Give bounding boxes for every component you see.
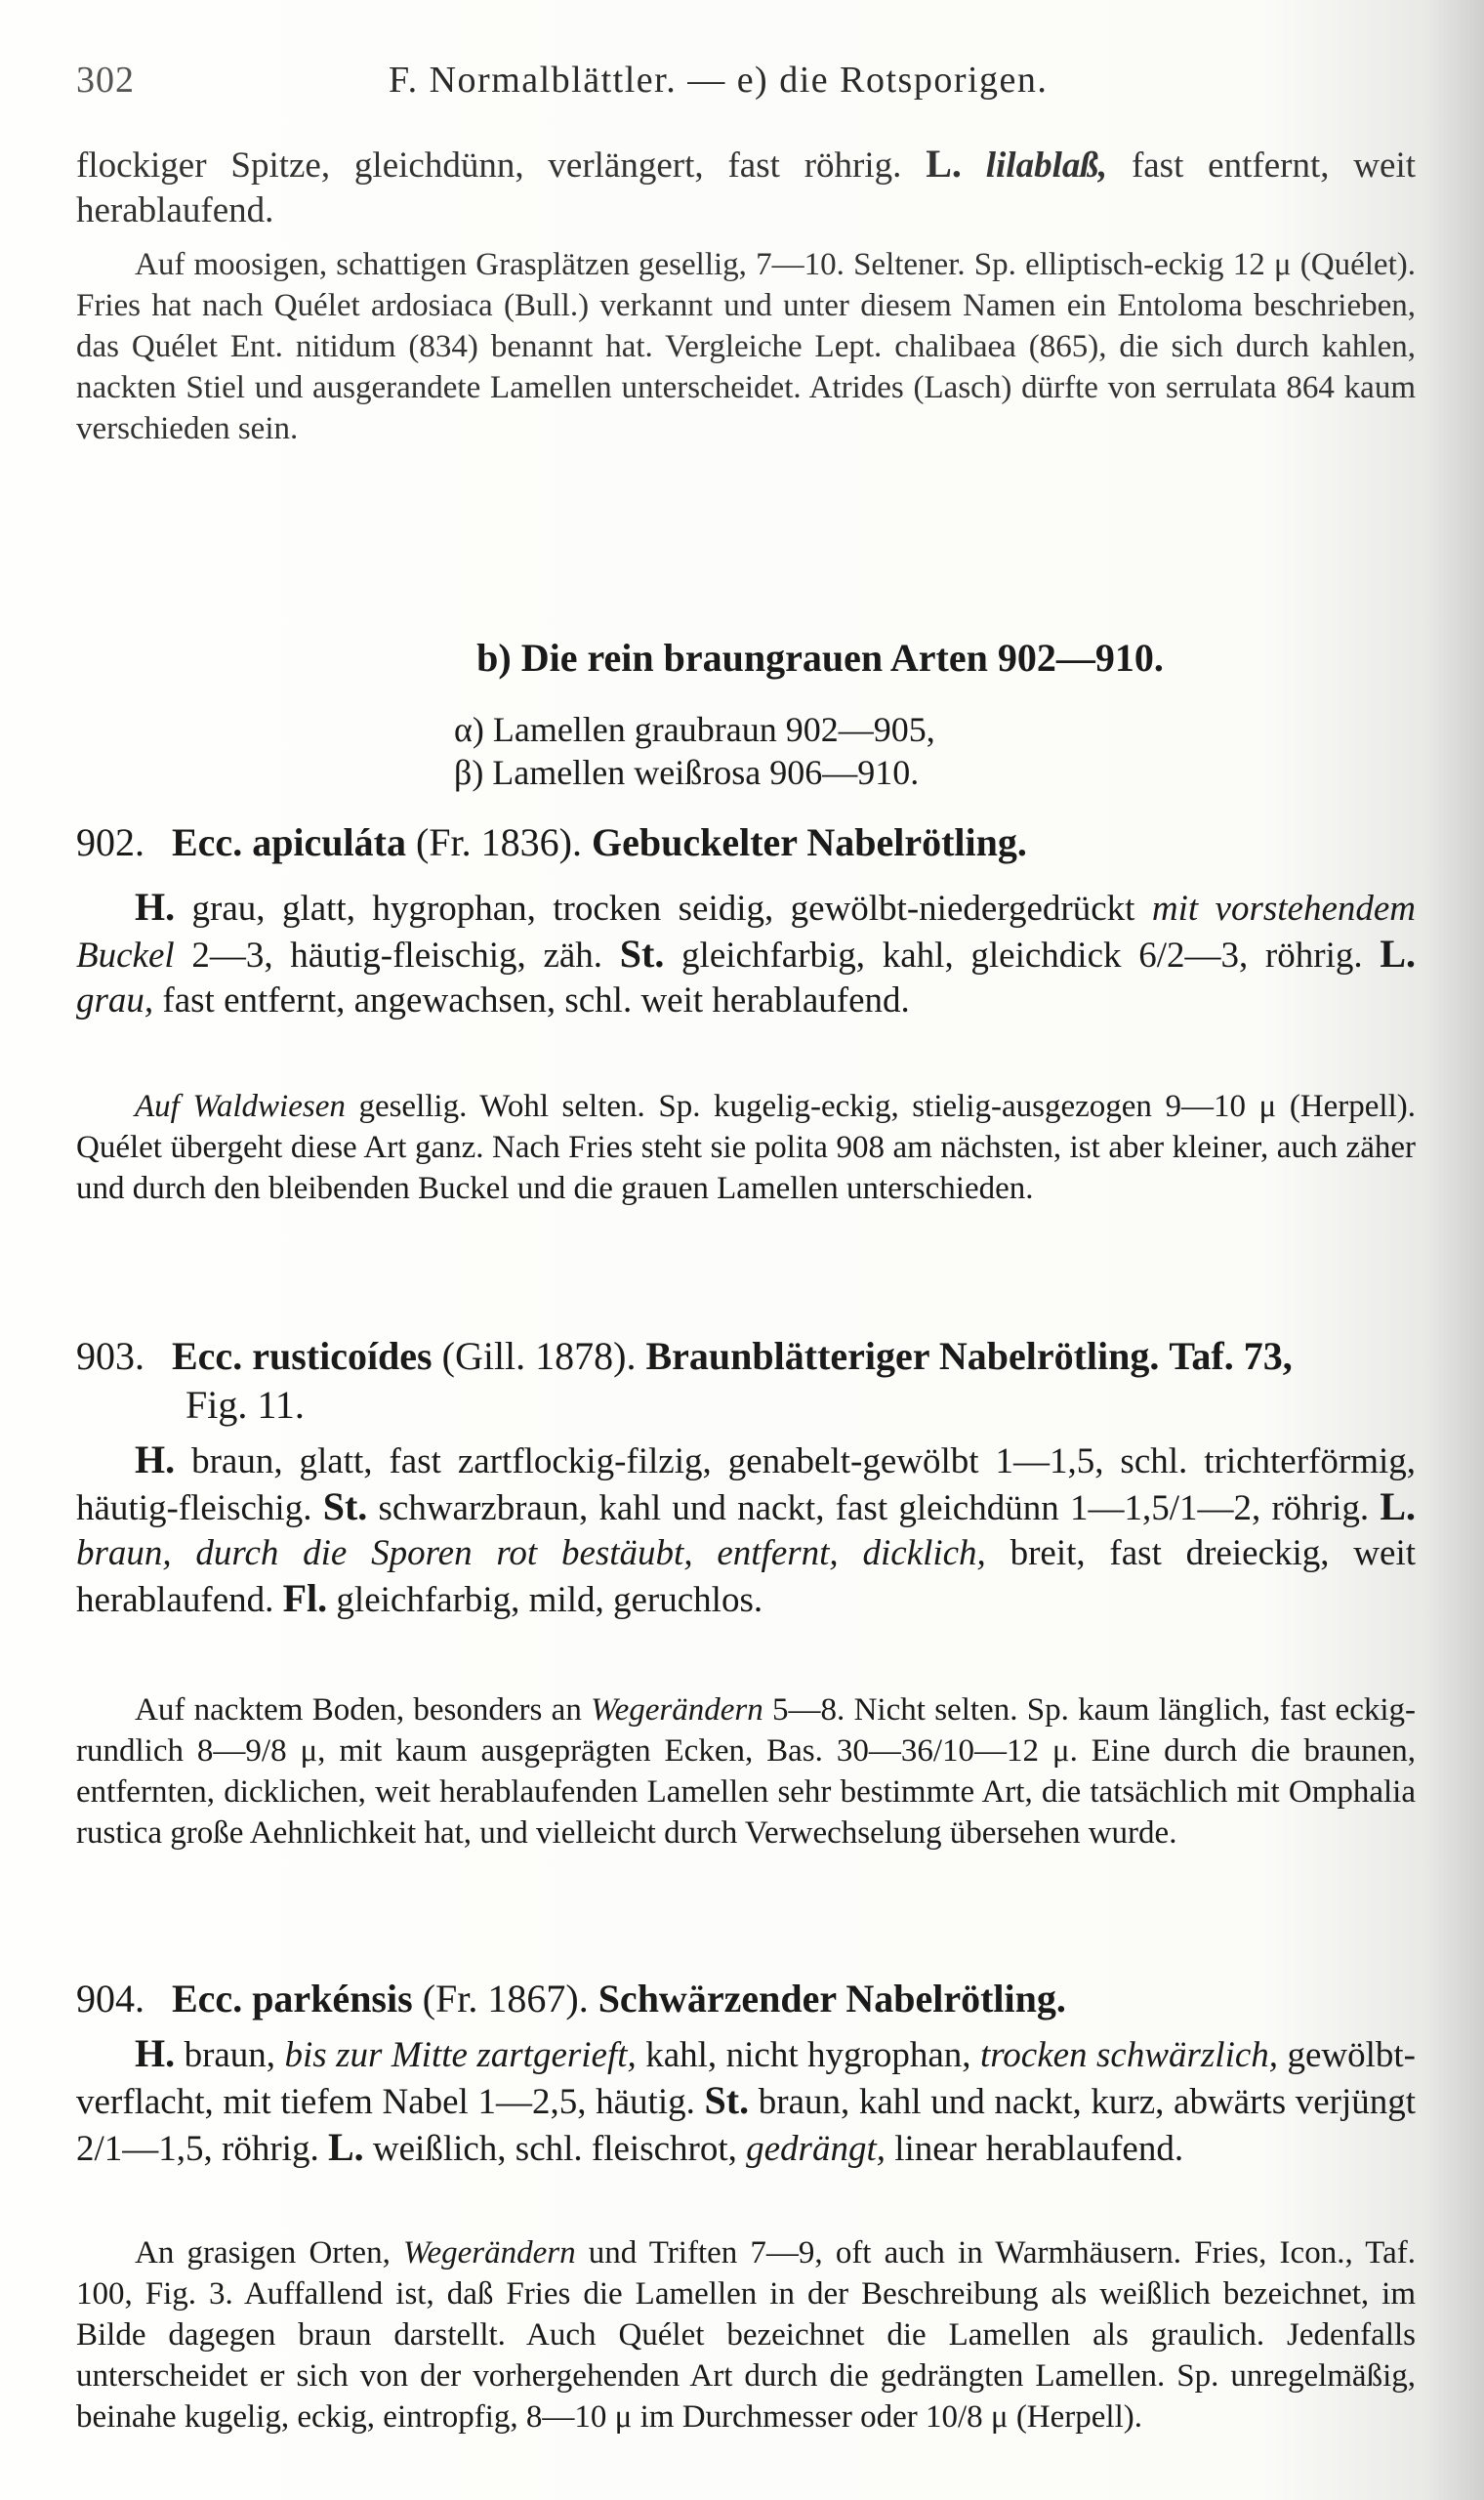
- previous-species-note: Auf moosigen, schattigen Grasplätzen gesellig, 7—10. Seltener. Sp. elliptisch-eckig 12 μ (Quélet). Fries hat nach Quélet ardosiaca (Bull.) verkannt und unter diesem Namen ein Entoloma beschrieben, das Quélet Ent. nitidum (834) benannt hat. Vergleiche Lept. chalibaea (865), die sich durch kahlen, nackten Stiel und ausgerandete Lamellen unterscheidet. Atrides (Lasch) dürfte von serrulata 864 kaum verschieden sein.: [76, 247, 1416, 446]
- species-description-902: H. grau, glatt, hygrophan, trocken seidig, gewölbt-niedergedrückt mit vorstehendem Buckel 2—3, häutig-fleischig, zäh. St. gleichfarbig, kahl, gleichdick 6/2—3, röhrig. L. grau, fast entfernt, angewachsen, schl. weit herablaufend.: [76, 885, 1417, 1021]
- figure-reference-903: Fig. 11.: [186, 1383, 305, 1427]
- species-heading-904: 904. Ecc. parkénsis (Fr. 1867). Schwärzender Nabelrötling.: [76, 1977, 1066, 2021]
- subsection-alpha: α) Lamellen graubraun 902—905,: [454, 710, 935, 749]
- subsection-beta: β) Lamellen weißrosa 906—910.: [454, 753, 920, 792]
- species-description-904: H. braun, bis zur Mitte zartgerieft, kahl, nicht hygrophan, trocken schwärzlich, gewölbt-verflacht, mit tiefem Nabel 1—2,5, häutig. St. braun, kahl und nackt, kurz, abwärts verjüngt 2/1—1,5, röhrig. L. weißlich, schl. fleischrot, gedrängt, linear herablaufend.: [76, 2031, 1417, 2169]
- species-heading-903: 903. Ecc. rusticoídes (Gill. 1878). Braunblätteriger Nabelrötling. Taf. 73,: [76, 1334, 1293, 1378]
- species-note-904: An grasigen Orten, Wegerändern und Triften 7—9, oft auch in Warmhäusern. Fries, Icon., Taf. 100, Fig. 3. Auffallend ist, daß Fries die Lamellen in der Beschreibung als weißlich bezeichnet, im Bilde dagegen braun darstellt. Auch Quélet bezeichnet die Lamellen als graulich. Jedenfalls unterscheidet er sich von der vorhergehenden Art durch die gedrängten Lamellen. Sp. unregelmäßig, beinahe kugelig, eckig, eintropfig, 8—10 μ im Durchmesser oder 10/8 μ (Herpell).: [76, 2235, 1416, 2435]
- running-title: F. Normalblättler. — e) die Rotsporigen.: [389, 60, 1049, 101]
- species-note-902: Auf Waldwiesen gesellig. Wohl selten. Sp. kugelig-eckig, stielig-ausgezogen 9—10 μ (Herpell). Quélet übergeht diese Art ganz. Nach Fries steht sie polita 908 am nächsten, ist aber kleiner, auch zäher und durch den bleibenden Buckel und die grauen Lamellen unterschieden.: [76, 1089, 1416, 1206]
- species-note-903: Auf nacktem Boden, besonders an Wegerändern 5—8. Nicht selten. Sp. kaum länglich, fast eckig-rundlich 8—9/8 μ, mit kaum ausgeprägten Ecken, Bas. 30—36/10—12 μ. Eine durch die braunen, entfernten, dicklichen, weit herablaufenden Lamellen sehr bestimmte Art, die tatsächlich mit Omphalia rustica große Aehnlichkeit hat, und vielleicht durch Verwechselung übersehen wurde.: [76, 1692, 1417, 1851]
- species-description-903: H. braun, glatt, fast zartflockig-filzig, genabelt-gewölbt 1—1,5, schl. trichterförmig, häutig-fleischig. St. schwarzbraun, kahl und nackt, fast gleichdünn 1—1,5/1—2, röhrig. L. braun, durch die Sporen rot bestäubt, entfernt, dicklich, breit, fast dreieckig, weit herablaufend. Fl. gleichfarbig, mild, geruchlos.: [76, 1438, 1417, 1620]
- page-number: 302: [76, 60, 135, 101]
- section-heading: b) Die rein braungrauen Arten 902—910.: [476, 636, 1164, 680]
- page-header: [76, 59, 1416, 117]
- species-heading-902: 902. Ecc. apiculáta (Fr. 1836). Gebuckelter Nabelrötling.: [76, 820, 1027, 864]
- continued-description: flockiger Spitze, gleichdünn, verlängert, fast röhrig. L. lilablaß, fast entfernt, weit herablaufend.: [76, 142, 1417, 230]
